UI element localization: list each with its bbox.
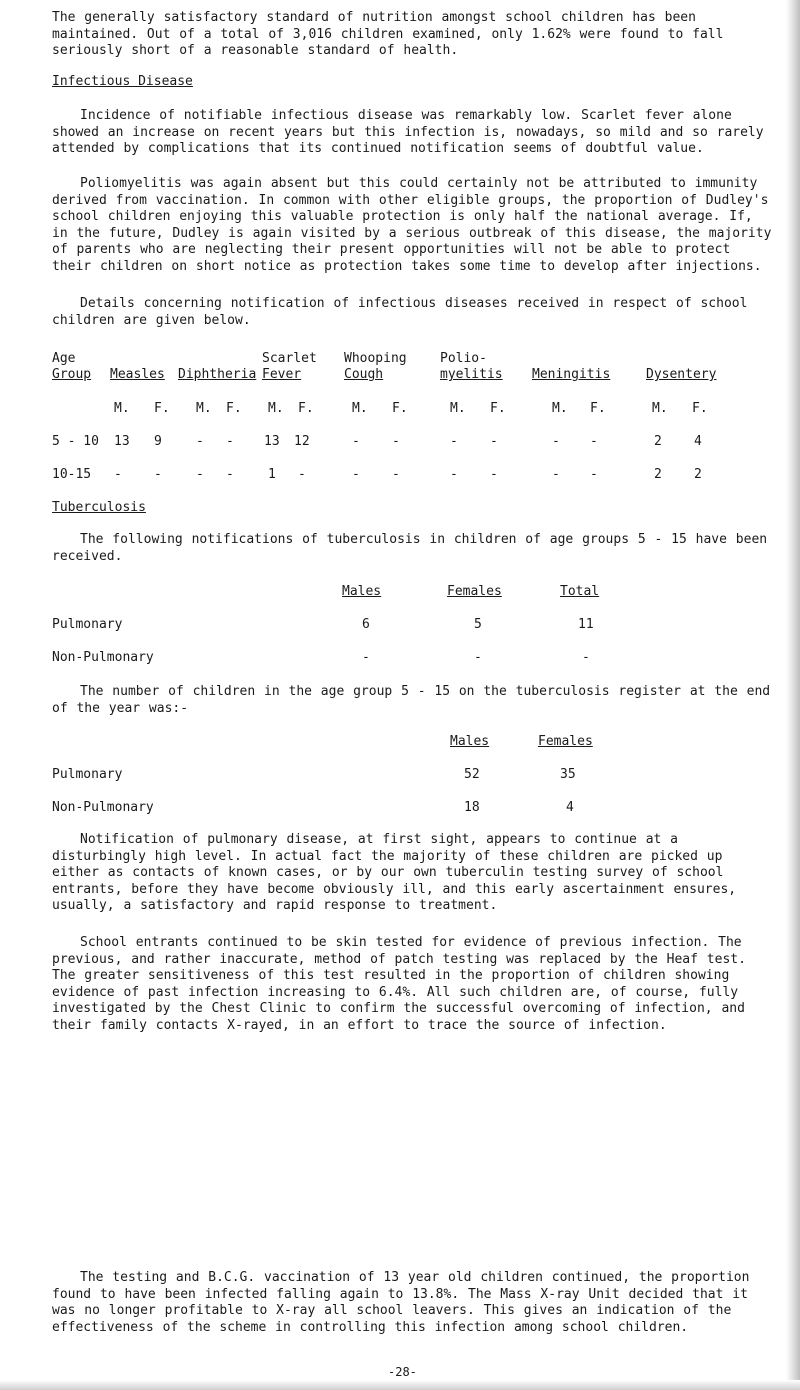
infectious-para-2: Poliomyelitis was again absent but this could certainly not be attributed to immunity derived from vaccination. In common with other eligible groups, the proportion of Dudley's school children enjoying this valuable protection is only half the national average. If, in the future, Dudley is again visited by a serious outbreak of this disease, the majority of parents who are neglecting their present opportunities will not be able to protect their children on short notice as protection takes some time to develop after injections. [52, 176, 772, 274]
cell: - [490, 434, 498, 449]
cell: 13 [264, 434, 280, 449]
cell: 18 [464, 800, 480, 815]
tuberculosis-heading: Tuberculosis [52, 500, 146, 515]
col-age-l2: Group [52, 367, 92, 382]
cell: - [590, 434, 598, 449]
cell: - [590, 467, 598, 482]
cell: 4 [694, 434, 702, 449]
sub-f: F. [392, 401, 408, 416]
cell: 5 [474, 617, 482, 632]
cell: - [552, 434, 560, 449]
infectious-para-3: Details concerning notification of infectious diseases received in respect of school children are given below. [52, 296, 748, 328]
row-age: 10-15 [52, 467, 92, 482]
col-females: Females [538, 734, 593, 749]
scan-bottom-edge [0, 1380, 800, 1390]
col-whooping-l2: Cough [344, 367, 384, 382]
sub-m: M. [450, 401, 466, 416]
cell: - [392, 434, 400, 449]
cell: - [352, 434, 360, 449]
col-age-l1: Age [52, 351, 76, 366]
cell: 9 [154, 434, 162, 449]
cell: 52 [464, 767, 480, 782]
cell: - [226, 434, 234, 449]
cell: - [490, 467, 498, 482]
row-label: Non-Pulmonary [52, 650, 154, 665]
row-label: Pulmonary [52, 617, 123, 632]
cell: 11 [578, 617, 594, 632]
sub-f: F. [590, 401, 606, 416]
cell: - [450, 434, 458, 449]
cell: - [196, 467, 204, 482]
col-scarlet-l1: Scarlet [262, 351, 317, 366]
cell: - [450, 467, 458, 482]
cell: - [154, 467, 162, 482]
sub-f: F. [490, 401, 506, 416]
sub-m: M. [268, 401, 284, 416]
sub-m: M. [196, 401, 212, 416]
intro-paragraph: The generally satisfactory standard of nutrition amongst school children has been maintained. Out of a total of 3,016 children examined, only 1.62% were found to fall seriously short of a reasonable standard of health. [52, 10, 724, 58]
col-females: Females [447, 584, 502, 599]
col-measles: Measles [110, 367, 165, 382]
page-number: -28- [388, 1365, 417, 1379]
cell: 12 [294, 434, 310, 449]
col-polio-l2: myelitis [440, 367, 503, 382]
sub-m: M. [652, 401, 668, 416]
tb-para-2: The number of children in the age group 5 - 15 on the tuberculosis register at the end of the year was:- [52, 684, 771, 716]
cell: - [196, 434, 204, 449]
col-males: Males [342, 584, 382, 599]
cell: - [226, 467, 234, 482]
cell: 6 [362, 617, 370, 632]
cell: 1 [268, 467, 276, 482]
col-scarlet-l2: Fever [262, 367, 302, 382]
col-males: Males [450, 734, 490, 749]
cell: 2 [654, 434, 662, 449]
infectious-para-1: Incidence of notifiable infectious disease was remarkably low. Scarlet fever alone showed an increase on recent years but this infection is, nowadays, so mild and so rarely attended by complications that its continued notification seems of doubtful value. [52, 108, 764, 156]
tb-para-4: School entrants continued to be skin tested for evidence of previous infection. The previous, and rather inaccurate, method of patch testing was replaced by the Heaf test. The greater sensitiveness of this test resulted in the proportion of children showing evidence of past infection increasing to 6.4%. All such children are, of course, fully investigated by the Chest Clinic to confirm the successful overcoming of infection, and their family contacts X-rayed, in an effort to trace the source of infection. [52, 935, 746, 1033]
col-polio-l1: Polio- [440, 351, 487, 366]
col-meningitis: Meningitis [532, 367, 611, 382]
sub-f: F. [298, 401, 314, 416]
cell: - [582, 650, 590, 665]
cell: 4 [566, 800, 574, 815]
cell: - [362, 650, 370, 665]
cell: - [352, 467, 360, 482]
col-whooping-l1: Whooping [344, 351, 407, 366]
row-label: Non-Pulmonary [52, 800, 154, 815]
tb-para-3: Notification of pulmonary disease, at first sight, appears to continue at a disturbingly high level. In actual fact the majority of these children are picked up either as contacts of known cases, or by our own tuberculin testing survey of school entrants, before they have become obviously ill, and this early ascertainment ensures, usually, a satisfactory and rapid response to treatment. [52, 832, 737, 913]
sub-f: F. [154, 401, 170, 416]
infectious-disease-heading: Infectious Disease [52, 74, 193, 89]
tb-para-1: The following notifications of tuberculosis in children of age groups 5 - 15 have been received. [52, 532, 768, 564]
row-label: Pulmonary [52, 767, 123, 782]
tb-para-5: The testing and B.C.G. vaccination of 13 year old children continued, the proportion found to have been infected falling again to 13.8%. The Mass X-ray Unit decided that it was no longer profitable to X-ray all school leavers. This gives an indication of the effectiveness of the scheme in controlling this infection among school children. [52, 1270, 750, 1335]
sub-m: M. [114, 401, 130, 416]
sub-f: F. [692, 401, 708, 416]
cell: - [298, 467, 306, 482]
row-age: 5 - 10 [52, 434, 99, 449]
sub-m: M. [552, 401, 568, 416]
cell: - [392, 467, 400, 482]
cell: - [114, 467, 122, 482]
cell: 35 [560, 767, 576, 782]
col-dysentery: Dysentery [646, 367, 717, 382]
sub-m: M. [352, 401, 368, 416]
cell: 2 [654, 467, 662, 482]
cell: 2 [694, 467, 702, 482]
cell: 13 [114, 434, 130, 449]
cell: - [552, 467, 560, 482]
col-diphtheria: Diphtheria [178, 367, 257, 382]
col-total: Total [560, 584, 600, 599]
scan-right-edge [786, 0, 800, 1390]
sub-f: F. [226, 401, 242, 416]
cell: - [474, 650, 482, 665]
